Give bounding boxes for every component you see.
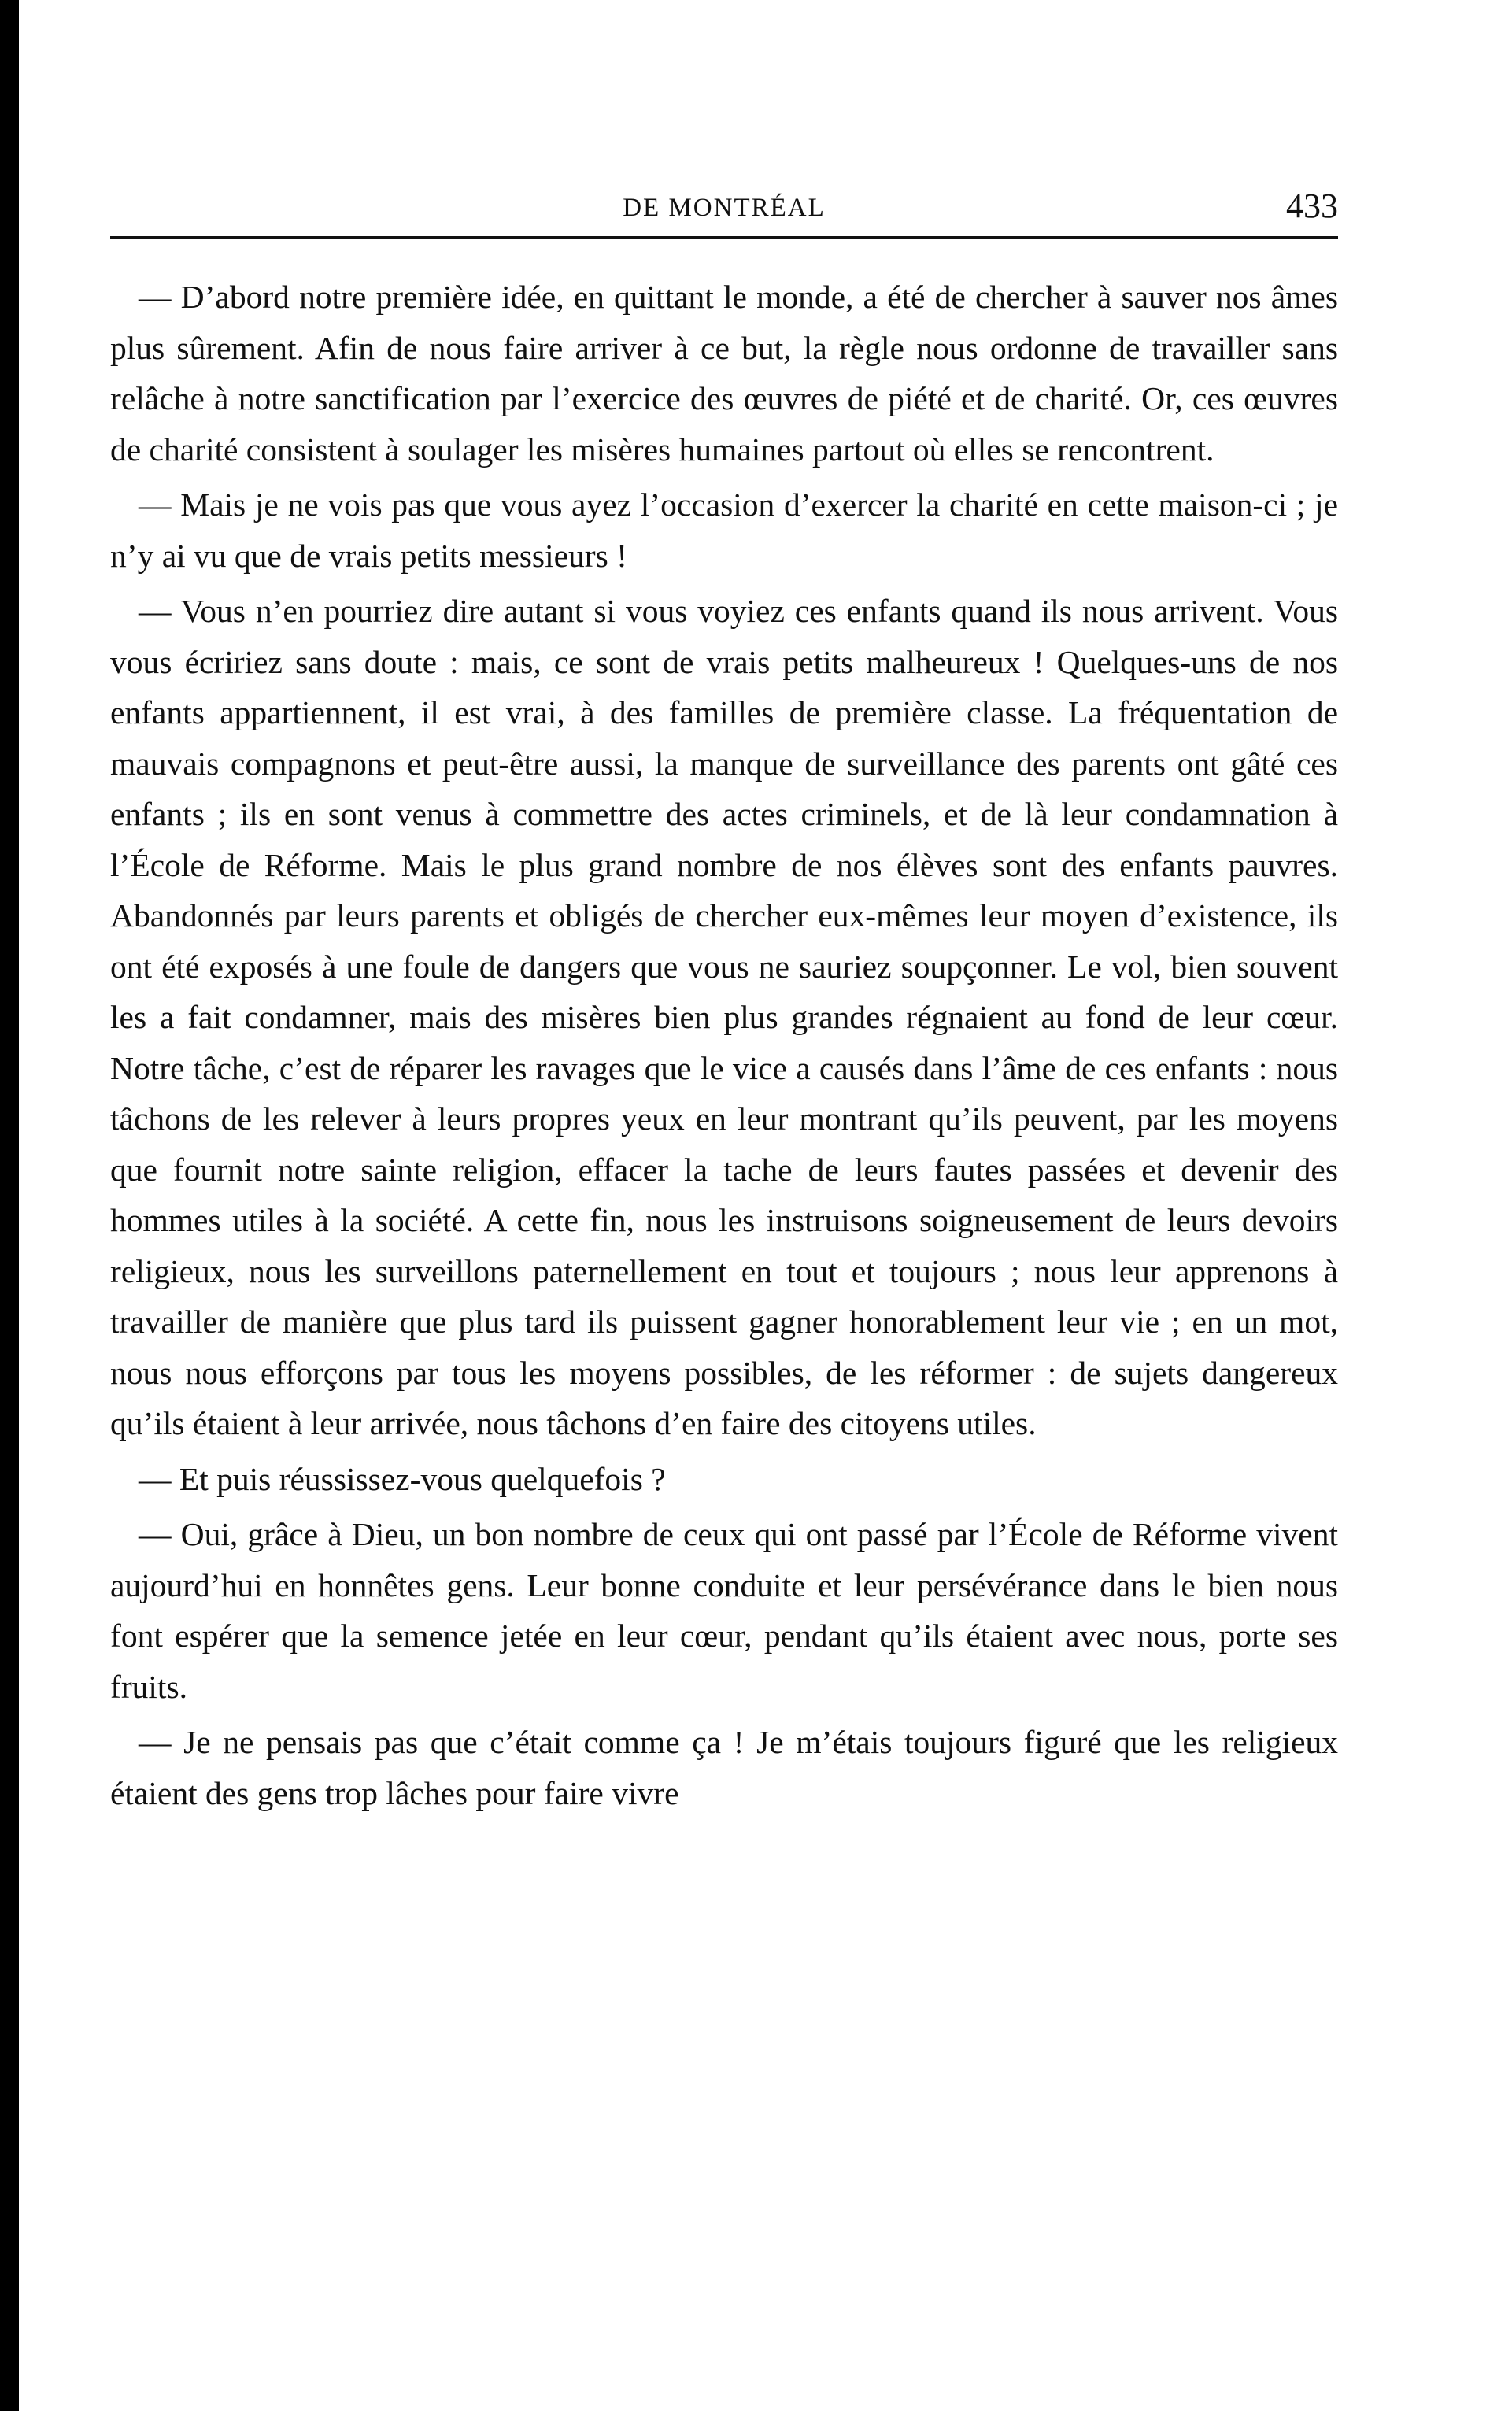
running-header (110, 186, 1338, 241)
paragraph: — Vous n’en pourriez dire autant si vous voyiez ces enfants quand ils nous arrivent. Vous vous écririez sans doute : mais, ce sont de vrais petits malheureux ! Quelques-uns de nos enfants appartiennent, il est vrai, à des familles de première classe. La fréquentation de mauvais compagnons et peut-être aussi, la manque de surveillance des parents ont gâté ces enfants ; ils en sont venus à commettre des actes criminels, et de là leur condamnation à l’École de Réforme. Mais le plus grand nombre de nos élèves sont des enfants pauvres. Abandonnés par leurs parents et obligés de chercher eux-mêmes leur moyen d’existence, ils ont été exposés à une foule de dangers que vous ne sauriez soupçonner. Le vol, bien souvent les a fait condamner, mais des misères bien plus grandes régnaient au fond de leur cœur. Notre tâche, c’est de réparer les ravages que le vice a causés dans l’âme de ces enfants : nous tâchons de les relever à leurs propres yeux en leur montrant qu’ils peuvent, par les moyens que fournit notre sainte religion, effacer la tache de leurs fautes passées et devenir des hommes utiles à la société. A cette fin, nous les instruisons soigneusement de leurs devoirs religieux, nous les surveillons paternellement en tout et toujours ; nous leur apprenons à travailler de manière que plus tard ils puissent gagner honorablement leur vie ; en un mot, nous nous efforçons par tous les moyens possibles, de les réformer : de sujets dangereux qu’ils étaient à leur arrivée, nous tâchons d’en faire des citoyens utiles. (110, 593, 1338, 1441)
paragraph: — Mais je ne vois pas que vous ayez l’occasion d’exercer la charité en cette maison-ci ; je n’y ai vu que de vrais petits messieurs ! (110, 486, 1338, 574)
paragraph: — D’abord notre première idée, en quittant le monde, a été de chercher à sauver nos âmes plus sûrement. Afin de nous faire arriver à ce but, la règle nous ordonne de travailler sans relâche à notre sanctification par l’exercice des œuvres de piété et de charité. Or, ces œuvres de charité consistent à soulager les misères humaines partout où elles se rencontrent. (110, 279, 1338, 468)
running-title: DE MONTRÉAL (623, 194, 826, 222)
paragraph: — Et puis réussissez-vous quelquefois ? (139, 1460, 666, 1497)
book-page (110, 0, 1338, 2411)
header-rule (110, 236, 1338, 239)
page-number: 433 (1286, 187, 1338, 225)
scan-border (0, 0, 19, 2411)
body-text (110, 272, 1338, 1818)
paragraph: — Oui, grâce à Dieu, un bon nombre de ceux qui ont passé par l’École de Réforme vivent aujourd’hui en honnêtes gens. Leur bonne conduite et leur persévérance dans le bien nous font espérer que la semence jetée en leur cœur, pendant qu’ils étaient avec nous, porte ses fruits. (110, 1516, 1338, 1705)
paragraph: — Je ne pensais pas que c’était comme ça ! Je m’étais toujours figuré que les religieux étaient des gens trop lâches pour faire vivre (110, 1724, 1338, 1811)
